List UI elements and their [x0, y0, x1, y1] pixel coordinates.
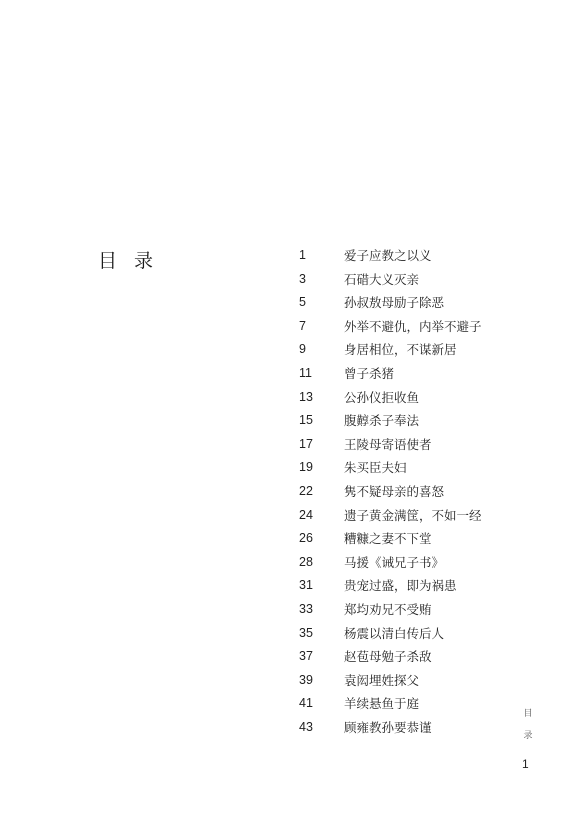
toc-entry-title: 朱买臣夫妇 [344, 460, 407, 476]
toc-entry-title: 杨震以清白传后人 [344, 625, 445, 641]
toc-entry[interactable] [299, 716, 499, 740]
toc-entry-title: 公孙仪拒收鱼 [344, 389, 420, 405]
toc-entry-title: 外举不避仇，内举不避子 [344, 318, 482, 334]
toc-entry-title: 马援《诫兄子书》 [344, 554, 445, 570]
toc-entry-page-number: 26 [299, 531, 313, 546]
toc-entry-title: 郑均劝兄不受贿 [344, 601, 432, 617]
toc-entry[interactable] [299, 362, 499, 386]
toc-entry[interactable] [299, 622, 499, 646]
toc-entry-page-number: 13 [299, 389, 313, 404]
toc-entry[interactable] [299, 669, 499, 693]
toc-entry[interactable] [299, 291, 499, 315]
toc-entry[interactable] [299, 268, 499, 292]
toc-entry-title: 身居相位，不谋新居 [344, 342, 457, 358]
toc-entry[interactable] [299, 409, 499, 433]
toc-entry-page-number: 5 [299, 295, 306, 310]
toc-entry-page-number: 9 [299, 342, 306, 357]
toc-entry-page-number: 24 [299, 507, 313, 522]
toc-entry-title: 石碏大义灭亲 [344, 271, 420, 287]
toc-entry-title: 顾雍教孙要恭谨 [344, 719, 432, 735]
toc-entry-title: 腹䵍杀子奉法 [344, 413, 420, 429]
toc-entry-page-number: 22 [299, 483, 313, 498]
toc-entry-page-number: 35 [299, 625, 313, 640]
toc-entry-page-number: 1 [299, 248, 306, 262]
toc-entry-page-number: 28 [299, 554, 313, 569]
side-label-char-1: 目 [523, 709, 533, 719]
toc-entry-title: 孙叔敖母励子除恶 [344, 295, 445, 311]
page-number: 1 [522, 757, 529, 771]
toc-entry-title: 王陵母寄语使者 [344, 436, 432, 452]
toc-entry-title: 赵苞母勉子杀敌 [344, 649, 432, 665]
toc-entry[interactable] [299, 480, 499, 504]
toc-entry-title: 袁闳埋姓探父 [344, 672, 420, 688]
toc-entry-title: 遗子黄金满筐，不如一经 [344, 507, 482, 523]
toc-entry[interactable] [299, 338, 499, 362]
toc-entry-title: 糟糠之妻不下堂 [344, 531, 432, 547]
toc-entry-title: 曾子杀猪 [344, 365, 395, 381]
toc-entry[interactable] [299, 692, 499, 716]
toc-entry[interactable] [299, 527, 499, 551]
side-section-label [522, 703, 534, 747]
toc-entry[interactable] [299, 433, 499, 457]
toc-entry-page-number: 15 [299, 413, 313, 428]
toc-entry-page-number: 41 [299, 696, 313, 711]
toc-entry-page-number: 39 [299, 672, 313, 687]
toc-entry[interactable] [299, 315, 499, 339]
toc-entry[interactable] [299, 645, 499, 669]
toc-entry-title: 爱子应教之以义 [344, 248, 432, 263]
toc-entry[interactable] [299, 504, 499, 528]
toc-entry[interactable] [299, 598, 499, 622]
toc-entry-page-number: 3 [299, 271, 306, 286]
toc-entry-page-number: 11 [299, 365, 312, 380]
toc-entry-title: 贵宠过盛，即为祸患 [344, 578, 457, 594]
page-title-char-2: 录 [134, 250, 154, 272]
page-title-char-1: 目 [98, 250, 118, 272]
toc-entry[interactable] [299, 551, 499, 575]
toc-entry[interactable] [299, 456, 499, 480]
toc-entry-page-number: 31 [299, 578, 313, 593]
toc-entry-title: 羊续悬鱼于庭 [344, 696, 420, 712]
toc-entry-page-number: 19 [299, 460, 313, 475]
toc-entry-page-number: 33 [299, 601, 313, 616]
toc-entry-page-number: 37 [299, 649, 313, 664]
toc-entry[interactable] [299, 386, 499, 410]
toc-entry-page-number: 7 [299, 318, 306, 333]
table-of-contents [299, 244, 499, 739]
toc-entry-page-number: 17 [299, 436, 313, 451]
toc-entry[interactable] [299, 574, 499, 598]
page-title [98, 246, 153, 273]
toc-entry-page-number: 43 [299, 719, 313, 734]
side-label-char-2: 录 [523, 731, 533, 741]
toc-entry[interactable] [299, 244, 499, 268]
toc-entry-title: 隽不疑母亲的喜怒 [344, 483, 445, 499]
